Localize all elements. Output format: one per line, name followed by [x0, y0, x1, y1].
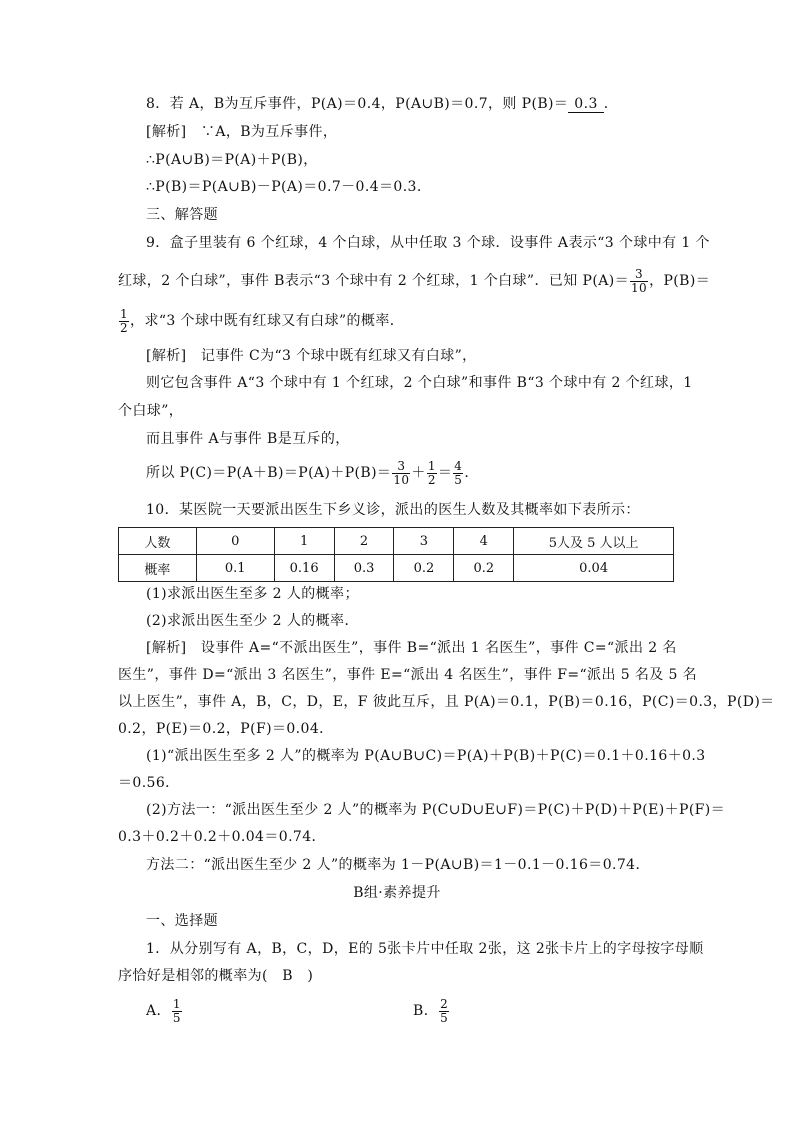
- option-a: A． $\frac{1}{5}$: [146, 996, 181, 1025]
- q8-solution-line: [解析] ∵A，B为互斥事件，: [146, 124, 338, 140]
- table-cell: 0.2: [394, 555, 454, 582]
- fraction: $\frac{3}{10}$: [631, 266, 648, 295]
- fraction: $\frac{1}{2}$: [427, 458, 436, 487]
- q8-solution-line: ∴P(A∪B)＝P(A)＋P(B)，: [146, 152, 318, 168]
- table-cell: 0.04: [514, 555, 674, 582]
- fraction: $\frac{2}{5}$: [440, 996, 449, 1025]
- q9-solution-line: 而且事件 A与事件 B是互斥的，: [146, 431, 350, 447]
- probability-table: [118, 527, 674, 582]
- table-row: [119, 528, 674, 555]
- table-row: [119, 555, 674, 582]
- fraction: $\frac{3}{10}$: [393, 458, 410, 487]
- q9-solution-line: [解析] 记事件 C为“3 个球中既有红球又有白球”，: [146, 348, 477, 364]
- table-cell: 概率: [119, 555, 197, 582]
- table-cell: 5人及 5 人以上: [514, 528, 674, 555]
- q10-solution-line: [解析] 设事件 A=“不派出医生”，事件 B=“派出 1 名医生”，事件 C=“派出 2 名: [146, 640, 677, 656]
- table-cell: 0.16: [274, 555, 334, 582]
- q8-stem: 8．若 A，B为互斥事件，P(A)＝0.4，P(A∪B)＝0.7，则 P(B)＝ 0.3 ．: [146, 96, 619, 112]
- q9-solution-line: 则它包含事件 A“3 个球中有 1 个红球，2 个白球”和事件 B“3 个球中有 2 个红球，1: [146, 375, 693, 391]
- q9-solution-line: 所以 P(C)＝P(A＋B)＝P(A)＋P(B)＝ $\frac{3}{10}$ ＋ $\frac{1}{2}$ ＝ $\frac{4}{5}$ .: [146, 458, 470, 487]
- q10-part: (2)求派出医生至少 2 人的概率．: [146, 613, 359, 629]
- fraction: $\frac{4}{5}$: [454, 458, 463, 487]
- q10-intro: 10．某医院一天要派出医生下乡义诊，派出的医生人数及其概率如下表所示：: [146, 502, 640, 518]
- q8-solution-line: ∴P(B)＝P(A∪B)－P(A)＝0.7－0.4＝0.3.: [146, 179, 422, 195]
- q10-solution-line: 以上医生”，事件 A，B，C，D，E，F 彼此互斥，且 P(A)＝0.1，P(B)＝0.16，P(C)＝0.3，P(D)＝: [118, 694, 775, 710]
- b1-stem-line: 1．从分别写有 A，B，C，D，E的 5张卡片中任取 2张，这 2张卡片上的字母按字母顺: [146, 941, 704, 957]
- q9-stem-line: 9．盒子里装有 6 个红球，4 个白球，从中任取 3 个球．设事件 A表示“3 个球中有 1 个: [146, 235, 710, 251]
- section-heading: 一、选择题: [146, 913, 218, 929]
- q10-solution-line: 0.3＋0.2＋0.2＋0.04＝0.74．: [118, 829, 326, 845]
- q10-solution-line: 医生”，事件 D=“派出 3 名医生”，事件 E=“派出 4 名医生”，事件 F=“派出 5 名及 5 名: [118, 667, 698, 683]
- group-heading: B组·素养提升: [353, 885, 441, 901]
- q10-part: (1)求派出医生至多 2 人的概率；: [146, 586, 359, 602]
- table-cell: 0.2: [454, 555, 514, 582]
- q9-solution-line: 个白球”，: [118, 403, 184, 419]
- q9-stem-line: 红球，2 个白球”，事件 B表示“3 个球中有 2 个红球，1 个白球”．已知 P(A)＝ $\frac{3}{10}$ ，P(B)＝: [118, 266, 711, 295]
- b1-stem-line: 序恰好是相邻的概率为( B ): [118, 968, 314, 984]
- q10-solution-line: ＝0.56．: [118, 775, 180, 791]
- table-cell: 0: [196, 528, 274, 555]
- table-cell: 2: [334, 528, 394, 555]
- fraction: $\frac{1}{5}$: [172, 996, 181, 1025]
- table-cell: 0.3: [334, 555, 394, 582]
- table-cell: 3: [394, 528, 454, 555]
- table-cell: 人数: [119, 528, 197, 555]
- q8-answer: 0.3: [568, 96, 603, 113]
- table-cell: 1: [274, 528, 334, 555]
- table-cell: 4: [454, 528, 514, 555]
- option-b: B． $\frac{2}{5}$: [413, 996, 449, 1025]
- fraction: $\frac{1}{2}$: [120, 306, 129, 335]
- q10-solution-line: 0.2，P(E)＝0.2，P(F)＝0.04．: [118, 721, 334, 737]
- section-heading: 三、解答题: [146, 207, 218, 223]
- q10-solution-line: (1)“派出医生至多 2 人”的概率为 P(A∪B∪C)＝P(A)＋P(B)＋P(C)＝0.1＋0.16＋0.3: [146, 748, 706, 764]
- q9-stem-line: $\frac{1}{2}$ ，求“3 个球中既有红球又有白球”的概率．: [120, 306, 405, 335]
- table-cell: 0.1: [196, 555, 274, 582]
- q10-solution-line: (2)方法一：“派出医生至少 2 人”的概率为 P(C∪D∪E∪F)＝P(C)＋P(D)＋P(E)＋P(F)＝: [146, 802, 726, 818]
- q10-solution-line: 方法二：“派出医生至少 2 人”的概率为 1－P(A∪B)＝1－0.1－0.16＝0.74．: [146, 857, 650, 873]
